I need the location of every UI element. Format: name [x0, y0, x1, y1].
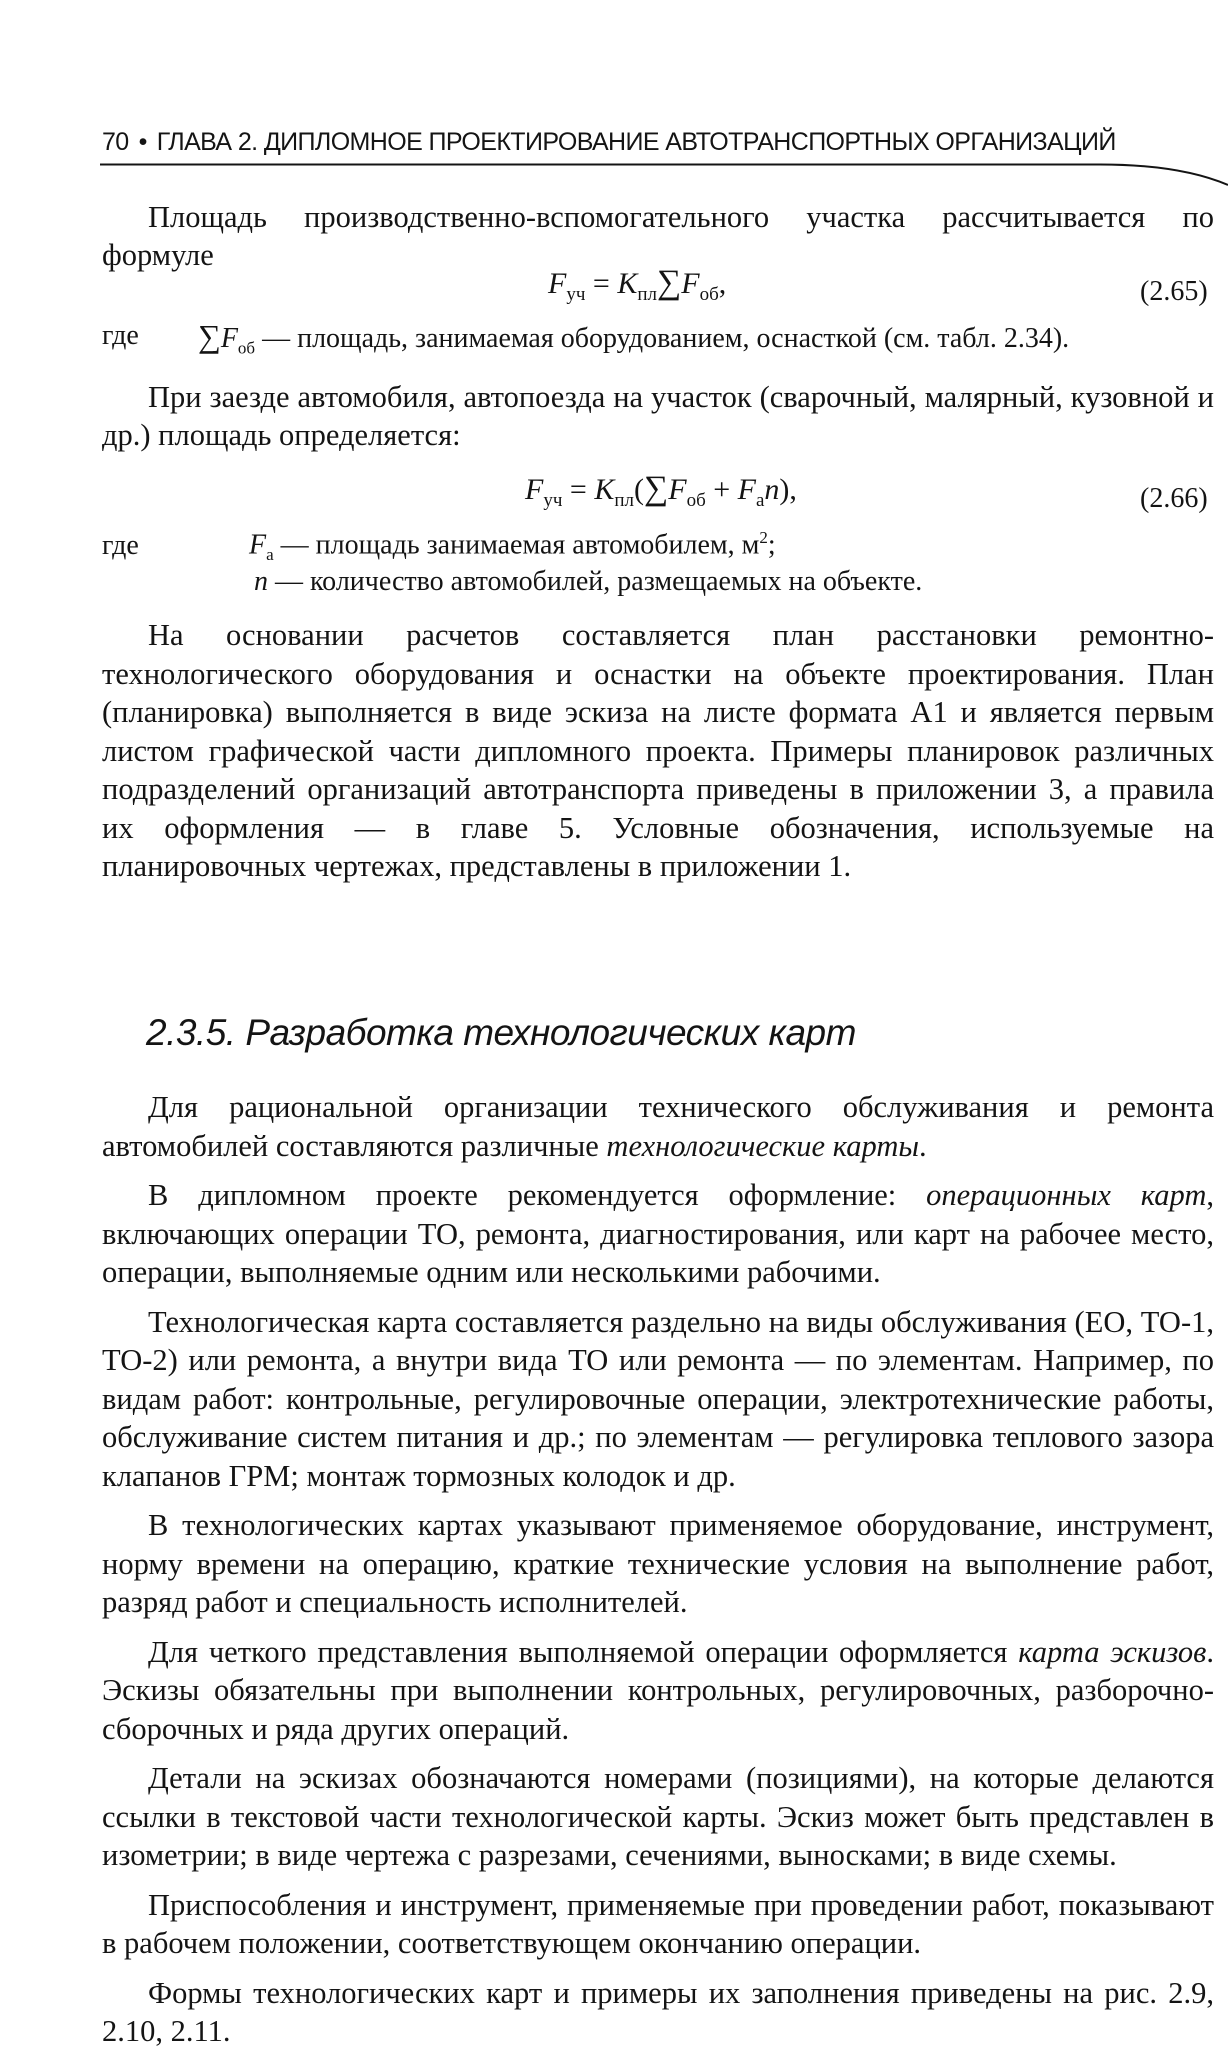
- where-label-1: где: [102, 320, 139, 351]
- formula-2-66: $F_{уч} = K_{пл}(\sum F_{об} + F_an)$,: [525, 470, 797, 511]
- formula-2-65: $F_{уч} = K_{пл}\sum F_{об}$,: [548, 264, 727, 305]
- section-body: [102, 1088, 1214, 2062]
- section-heading: 2.3.5. Разработка технологических карт: [146, 1012, 856, 1053]
- definition-f-a: $F_a$ — площадь занимаемая автомобилем, $м^2$;: [249, 528, 776, 564]
- page-number: 70: [102, 128, 129, 156]
- paragraph-operation-cards: В дипломном проекте рекомендуется оформление: операционных карт, включающих операции ТО, ремонта, диагностирования, или карт на рабочее место, операции, выполняемые одним или несколькими рабочими.: [102, 1178, 1215, 1289]
- paragraph-sketch-card: Для четкого представления выполняемой операции оформляется карта эскизов. Эскизы обязательны при выполнении контрольных, регулировочных, разборочно-сборочных и ряда других операций.: [102, 1634, 1215, 1746]
- paragraph-tools: Приспособления и инструмент, применяемые при проведении работ, показывают в рабочем положении, соответствующем окончанию операции.: [102, 1887, 1214, 1960]
- definition-n: n — количество автомобилей, размещаемых на объекте.: [254, 566, 923, 597]
- paragraph-sketch-details: Детали на эскизах обозначаются номерами (позициями), на которые делаются ссылки в текстовой части технологической карты. Эскиз может быть представлен в изометрии; в виде чертежа с разрезами, сечениями, выносками; в виде схемы.: [102, 1761, 1214, 1872]
- plan-paragraph: На основании расчетов составляется план расстановки ремонтно-технологического оборудования и оснастки на объекте проектирования. План (планировка) выполняется в виде эскиза на листе формата А1 и является первым листом графической части дипломного проекта. Примеры планировок различных подразделений организаций автотранспорта приведены в приложении 3, а правила их оформления — в главе 5. Условные обозначения, используемые на планировочных чертежах, представлены в приложении 1.: [102, 618, 1214, 883]
- equation-number-2-66: (2.66): [1140, 483, 1208, 514]
- paragraph-tech-cards: Для рациональной организации технического обслуживания и ремонта автомобилей составляются различные технологические карты.: [102, 1090, 1214, 1163]
- running-header: [102, 128, 1116, 157]
- chapter-title: ГЛАВА 2. ДИПЛОМНОЕ ПРОЕКТИРОВАНИЕ АВТОТРАНСПОРТНЫХ ОРГАНИЗАЦИЙ: [156, 128, 1116, 156]
- entry-paragraph: При заезде автомобиля, автопоезда на участок (сварочный, малярный, кузовной и др.) площадь определяется:: [102, 380, 1214, 452]
- header-bullet: •: [138, 128, 147, 156]
- paragraph-figures: Формы технологических карт и примеры их заполнения приведены на рис. 2.9, 2.10, 2.11.: [102, 1975, 1214, 2048]
- paragraph-card-contents: В технологических картах указывают применяемое оборудование, инструмент, норму времени на операцию, краткие технические условия на выполнение работ, разряд работ и специальность исполнителей.: [102, 1508, 1214, 1619]
- paragraph-card-structure: Технологическая карта составляется раздельно на виды обслуживания (ЕО, ТО-1, ТО-2) или ремонта, а внутри вида ТО или ремонта — по элементам. Например, по видам работ: контрольные, регулировочные операции, электротехнические работы, обслуживание систем питания и др.; по элементам — регулировка теплового зазора клапанов ГРМ; монтаж тормозных колодок и др.: [102, 1304, 1214, 1493]
- where-label-2: где: [102, 530, 139, 561]
- definition-f-ob: $\sum F_{об}$ — площадь, занимаемая оборудованием, оснасткой (см. табл. 2.34).: [198, 318, 1070, 358]
- intro-paragraph: Площадь производственно-вспомогательного участка рассчитывается по формуле: [102, 200, 1214, 272]
- header-rule: [100, 163, 1228, 187]
- equation-number-2-65: (2.65): [1140, 276, 1208, 307]
